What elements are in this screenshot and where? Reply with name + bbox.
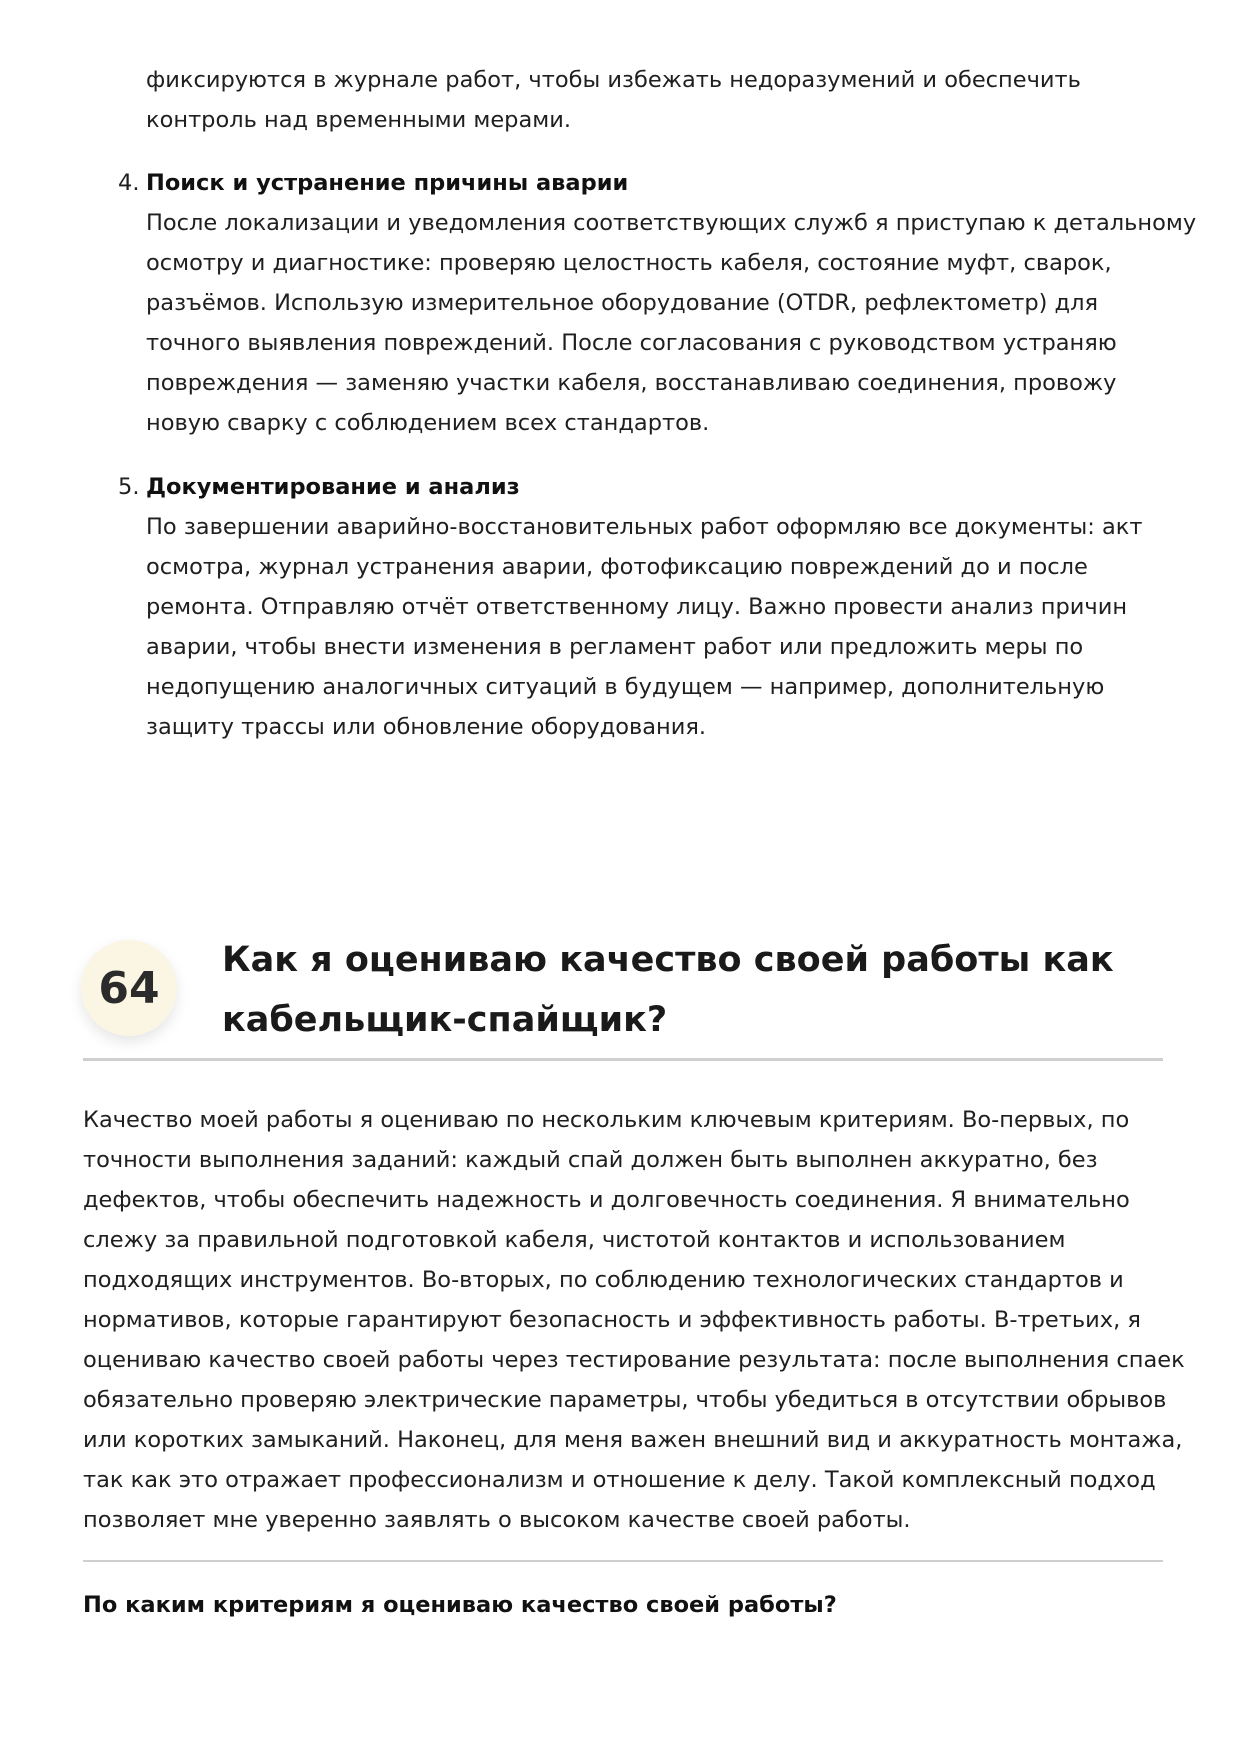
text-line: ремонта. Отправляю отчёт ответственному лицу. Важно провести анализ причин xyxy=(146,594,1128,620)
text-line: оцениваю качество своей работы через тестирование результата: после выполнения спаек xyxy=(83,1347,1185,1373)
list-item-continuation xyxy=(146,60,1156,140)
text-line: аварии, чтобы внести изменения в регламент работ или предложить меры по xyxy=(146,634,1084,660)
text-line: обязательно проверяю электрические параметры, чтобы убедиться в отсутствии обрывов xyxy=(83,1387,1167,1413)
text-line: новую сварку с соблюдением всех стандартов. xyxy=(146,410,710,436)
list-item-number: 4. xyxy=(118,170,140,196)
text-line: После локализации и уведомления соответствующих служб я приступаю к детальному xyxy=(146,210,1197,236)
text-line: защиту трассы или обновление оборудования. xyxy=(146,714,707,740)
section-title xyxy=(222,930,1162,1050)
text-line: слежу за правильной подготовкой кабеля, чистотой контактов и использованием xyxy=(83,1227,1066,1253)
text-line: дефектов, чтобы обеспечить надежность и долговечность соединения. Я внимательно xyxy=(83,1187,1130,1213)
list-item-heading: Документирование и анализ xyxy=(146,474,520,500)
text-line: точности выполнения заданий: каждый спай должен быть выполнен аккуратно, без xyxy=(83,1147,1098,1173)
text-line: осмотру и диагностике: проверяю целостность кабеля, состояние муфт, сварок, xyxy=(146,250,1112,276)
text-line: осмотра, журнал устранения аварии, фотофиксацию повреждений до и после xyxy=(146,554,1088,580)
text-line: Качество моей работы я оцениваю по нескольким ключевым критериям. Во-первых, по xyxy=(83,1107,1130,1133)
list-item-heading: Поиск и устранение причины аварии xyxy=(146,170,629,196)
title-line: Как я оцениваю качество своей работы как xyxy=(222,940,1114,980)
question-number-badge: 64 xyxy=(81,940,177,1036)
list-item-body xyxy=(146,203,1197,443)
list-item-number: 5. xyxy=(118,474,140,500)
list-item-body xyxy=(146,507,1146,747)
text-line: позволяет мне уверенно заявлять о высоком качестве своей работы. xyxy=(83,1507,911,1533)
text-line: или коротких замыканий. Наконец, для меня важен внешний вид и аккуратность монтажа, xyxy=(83,1427,1183,1453)
text-line: так как это отражает профессионализм и отношение к делу. Такой комплексный подход xyxy=(83,1467,1156,1493)
text-line: подходящих инструментов. Во-вторых, по соблюдению технологических стандартов и xyxy=(83,1267,1124,1293)
text-line: По завершении аварийно-восстановительных работ оформляю все документы: акт xyxy=(146,514,1143,540)
text-line: точного выявления повреждений. После согласования с руководством устраняю xyxy=(146,330,1117,356)
answer-divider xyxy=(83,1560,1163,1562)
answer-paragraph xyxy=(83,1100,1185,1540)
text-line: фиксируются в журнале работ, чтобы избежать недоразумений и обеспечить xyxy=(146,67,1081,93)
title-line: кабельщик-спайщик? xyxy=(222,1000,668,1040)
text-line: повреждения — заменяю участки кабеля, восстанавливаю соединения, провожу xyxy=(146,370,1117,396)
followup-question: По каким критериям я оцениваю качество своей работы? xyxy=(83,1592,837,1618)
text-line: контроль над временными мерами. xyxy=(146,107,571,133)
text-line: недопущению аналогичных ситуаций в будущем — например, дополнительную xyxy=(146,674,1105,700)
section-divider xyxy=(83,1058,1163,1061)
text-line: разъёмов. Использую измерительное оборудование (OTDR, рефлектометр) для xyxy=(146,290,1098,316)
text-line: нормативов, которые гарантируют безопасность и эффективность работы. В-третьих, я xyxy=(83,1307,1141,1333)
